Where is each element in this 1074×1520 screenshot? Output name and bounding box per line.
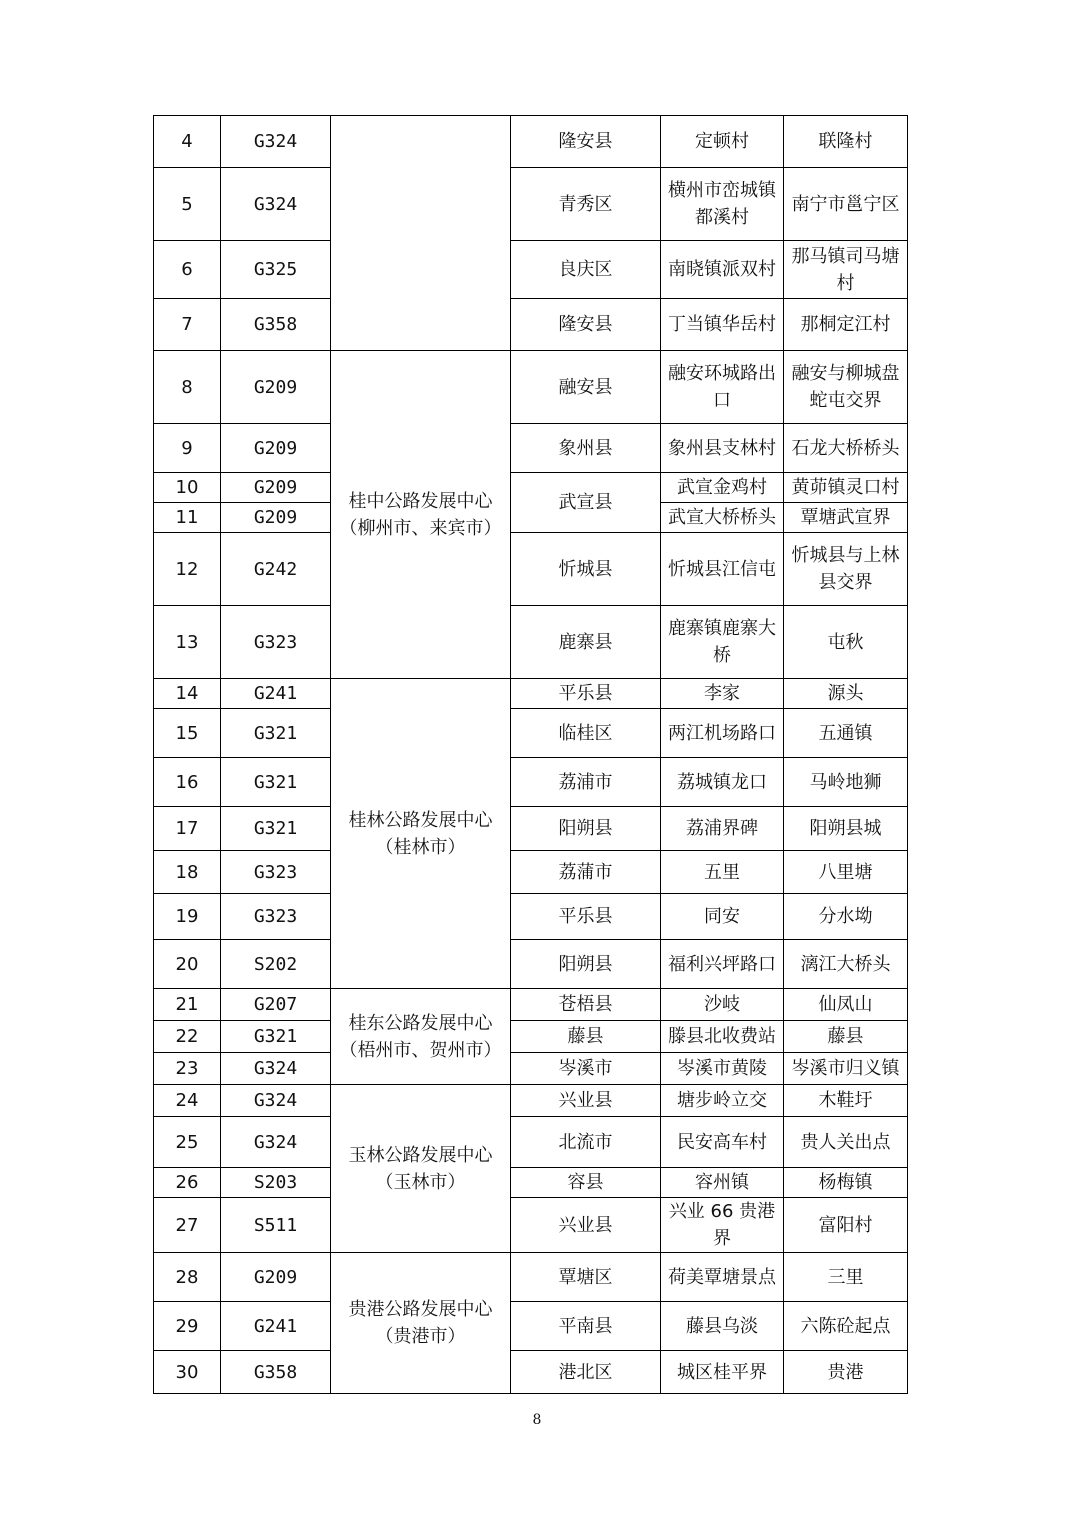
road-code: G209 — [221, 351, 331, 424]
road-code: G358 — [221, 1351, 331, 1394]
table-row — [154, 533, 908, 606]
unit-cities: （梧州市、贺州市） — [339, 1039, 502, 1061]
row-number: 23 — [154, 1053, 221, 1085]
district-cell: 鹿寨县 — [511, 606, 661, 679]
unit-cities: （柳州市、来宾市） — [339, 517, 502, 539]
end-point: 木鞋圩 — [784, 1085, 908, 1117]
table-row — [154, 679, 908, 709]
start-point: 荷美覃塘景点 — [661, 1253, 784, 1302]
row-number: 22 — [154, 1021, 221, 1053]
end-point: 仙凤山 — [784, 989, 908, 1021]
road-code: S202 — [221, 940, 331, 989]
end-point: 石龙大桥桥头 — [784, 424, 908, 473]
end-point: 贵港 — [784, 1351, 908, 1394]
table-row — [154, 1117, 908, 1168]
district-cell: 港北区 — [511, 1351, 661, 1394]
start-point: 兴业 66 贵港界 — [661, 1198, 784, 1253]
start-point: 容州镇 — [661, 1168, 784, 1198]
management-unit-guidong — [331, 989, 511, 1085]
row-number: 9 — [154, 424, 221, 473]
start-point: 融安环城路出口 — [661, 351, 784, 424]
district-cell: 良庆区 — [511, 241, 661, 299]
district-cell: 兴业县 — [511, 1198, 661, 1253]
district-cell: 藤县 — [511, 1021, 661, 1053]
end-point: 五通镇 — [784, 709, 908, 758]
road-code: G241 — [221, 679, 331, 709]
district-cell: 平乐县 — [511, 894, 661, 940]
district-cell: 隆安县 — [511, 299, 661, 351]
table-row — [154, 241, 908, 299]
district-cell: 岑溪市 — [511, 1053, 661, 1085]
road-code: G323 — [221, 606, 331, 679]
district-cell: 荔蒲市 — [511, 851, 661, 894]
start-point: 定顿村 — [661, 116, 784, 168]
district-cell: 青秀区 — [511, 168, 661, 241]
table-row — [154, 473, 908, 503]
page-number: 8 — [532, 1412, 542, 1428]
table-row — [154, 1085, 908, 1117]
district-cell: 平乐县 — [511, 679, 661, 709]
end-point: 那桐定江村 — [784, 299, 908, 351]
road-code: S511 — [221, 1198, 331, 1253]
unit-cities: （玉林市） — [375, 1171, 466, 1193]
unit-name: 桂东公路发展中心 — [348, 1012, 493, 1034]
end-point: 忻城县与上林县交界 — [784, 533, 908, 606]
road-section-table — [153, 115, 908, 1394]
end-point: 联隆村 — [784, 116, 908, 168]
start-point: 塘步岭立交 — [661, 1085, 784, 1117]
table-row — [154, 989, 908, 1021]
start-point: 城区桂平界 — [661, 1351, 784, 1394]
start-point: 鹿寨镇鹿寨大桥 — [661, 606, 784, 679]
row-number: 24 — [154, 1085, 221, 1117]
start-point: 荔浦界碑 — [661, 807, 784, 851]
start-point: 五里 — [661, 851, 784, 894]
row-number: 6 — [154, 241, 221, 299]
end-point: 八里塘 — [784, 851, 908, 894]
table-row — [154, 1253, 908, 1302]
end-point: 源头 — [784, 679, 908, 709]
district-cell: 阳朔县 — [511, 807, 661, 851]
start-point: 荔城镇龙口 — [661, 758, 784, 807]
end-point: 富阳村 — [784, 1198, 908, 1253]
row-number: 13 — [154, 606, 221, 679]
road-code: G321 — [221, 758, 331, 807]
management-unit-yulin — [331, 1085, 511, 1253]
row-number: 5 — [154, 168, 221, 241]
row-number: 29 — [154, 1302, 221, 1351]
road-code: G324 — [221, 1053, 331, 1085]
start-point: 同安 — [661, 894, 784, 940]
start-point: 滕县北收费站 — [661, 1021, 784, 1053]
end-point: 阳朔县城 — [784, 807, 908, 851]
end-point: 马岭地狮 — [784, 758, 908, 807]
table-row — [154, 1053, 908, 1085]
row-number: 20 — [154, 940, 221, 989]
road-code: G321 — [221, 709, 331, 758]
row-number: 17 — [154, 807, 221, 851]
row-number: 10 — [154, 473, 221, 503]
start-point: 南晓镇派双村 — [661, 241, 784, 299]
district-cell: 荔浦市 — [511, 758, 661, 807]
end-point: 融安与柳城盘蛇屯交界 — [784, 351, 908, 424]
table-row — [154, 1351, 908, 1394]
road-code: G323 — [221, 894, 331, 940]
unit-cities: （桂林市） — [375, 836, 466, 858]
table-row — [154, 851, 908, 894]
table-row — [154, 116, 908, 168]
table-row — [154, 606, 908, 679]
row-number: 7 — [154, 299, 221, 351]
district-cell: 平南县 — [511, 1302, 661, 1351]
row-number: 14 — [154, 679, 221, 709]
end-point: 六陈砼起点 — [784, 1302, 908, 1351]
row-number: 19 — [154, 894, 221, 940]
end-point: 杨梅镇 — [784, 1168, 908, 1198]
end-point: 三里 — [784, 1253, 908, 1302]
unit-name: 玉林公路发展中心 — [348, 1144, 493, 1166]
district-cell: 覃塘区 — [511, 1253, 661, 1302]
row-number: 11 — [154, 503, 221, 533]
unit-name: 桂中公路发展中心 — [348, 490, 493, 512]
table-row — [154, 1168, 908, 1198]
road-code: G241 — [221, 1302, 331, 1351]
district-cell: 融安县 — [511, 351, 661, 424]
start-point: 沙岐 — [661, 989, 784, 1021]
end-point: 黄茆镇灵口村 — [784, 473, 908, 503]
road-code: G242 — [221, 533, 331, 606]
table-row — [154, 758, 908, 807]
row-number: 12 — [154, 533, 221, 606]
district-cell: 临桂区 — [511, 709, 661, 758]
road-code: G209 — [221, 424, 331, 473]
start-point: 民安高车村 — [661, 1117, 784, 1168]
district-cell: 北流市 — [511, 1117, 661, 1168]
start-point: 武宣大桥桥头 — [661, 503, 784, 533]
road-code: G207 — [221, 989, 331, 1021]
district-cell: 象州县 — [511, 424, 661, 473]
road-code: G321 — [221, 1021, 331, 1053]
unit-name: 桂林公路发展中心 — [348, 809, 493, 831]
road-code: G324 — [221, 168, 331, 241]
end-point: 漓江大桥头 — [784, 940, 908, 989]
table-row — [154, 940, 908, 989]
district-cell: 苍梧县 — [511, 989, 661, 1021]
row-number: 18 — [154, 851, 221, 894]
start-point: 横州市峦城镇都溪村 — [661, 168, 784, 241]
row-number: 27 — [154, 1198, 221, 1253]
district-cell: 兴业县 — [511, 1085, 661, 1117]
table-row — [154, 351, 908, 424]
end-point: 岑溪市归义镇 — [784, 1053, 908, 1085]
road-code: G209 — [221, 473, 331, 503]
road-code: G209 — [221, 1253, 331, 1302]
table-row — [154, 424, 908, 473]
road-code: G321 — [221, 807, 331, 851]
district-cell: 武宣县 — [511, 473, 661, 533]
start-point: 藤县乌淡 — [661, 1302, 784, 1351]
road-code: G358 — [221, 299, 331, 351]
start-point: 忻城县江信屯 — [661, 533, 784, 606]
district-cell: 隆安县 — [511, 116, 661, 168]
road-code: G323 — [221, 851, 331, 894]
management-unit-continued — [331, 116, 511, 351]
road-code: G209 — [221, 503, 331, 533]
table-row — [154, 1302, 908, 1351]
table-row — [154, 1021, 908, 1053]
start-point: 武宣金鸡村 — [661, 473, 784, 503]
end-point: 屯秋 — [784, 606, 908, 679]
row-number: 8 — [154, 351, 221, 424]
table-row — [154, 299, 908, 351]
road-code: G324 — [221, 1085, 331, 1117]
end-point: 藤县 — [784, 1021, 908, 1053]
road-code: G324 — [221, 1117, 331, 1168]
start-point: 丁当镇华岳村 — [661, 299, 784, 351]
end-point: 那马镇司马塘村 — [784, 241, 908, 299]
start-point: 福利兴坪路口 — [661, 940, 784, 989]
row-number: 15 — [154, 709, 221, 758]
district-cell: 容县 — [511, 1168, 661, 1198]
road-code: G325 — [221, 241, 331, 299]
table-row — [154, 894, 908, 940]
management-unit-guilin — [331, 679, 511, 989]
end-point: 南宁市邕宁区 — [784, 168, 908, 241]
road-code: G324 — [221, 116, 331, 168]
district-cell: 阳朔县 — [511, 940, 661, 989]
road-code: S203 — [221, 1168, 331, 1198]
district-cell: 忻城县 — [511, 533, 661, 606]
unit-cities: （贵港市） — [375, 1326, 466, 1347]
start-point: 象州县支林村 — [661, 424, 784, 473]
end-point: 贵人关出点 — [784, 1117, 908, 1168]
start-point: 李家 — [661, 679, 784, 709]
table-row — [154, 168, 908, 241]
table-row — [154, 709, 908, 758]
unit-name: 贵港公路发展中心 — [348, 1299, 493, 1320]
table-row — [154, 807, 908, 851]
management-unit-guigang — [331, 1253, 511, 1394]
row-number: 4 — [154, 116, 221, 168]
row-number: 25 — [154, 1117, 221, 1168]
row-number: 28 — [154, 1253, 221, 1302]
end-point: 覃塘武宣界 — [784, 503, 908, 533]
table-row — [154, 1198, 908, 1253]
row-number: 21 — [154, 989, 221, 1021]
start-point: 两江机场路口 — [661, 709, 784, 758]
start-point: 岑溪市黄陵 — [661, 1053, 784, 1085]
row-number: 26 — [154, 1168, 221, 1198]
end-point: 分水坳 — [784, 894, 908, 940]
row-number: 16 — [154, 758, 221, 807]
management-unit-guizhong — [331, 351, 511, 679]
row-number: 30 — [154, 1351, 221, 1394]
